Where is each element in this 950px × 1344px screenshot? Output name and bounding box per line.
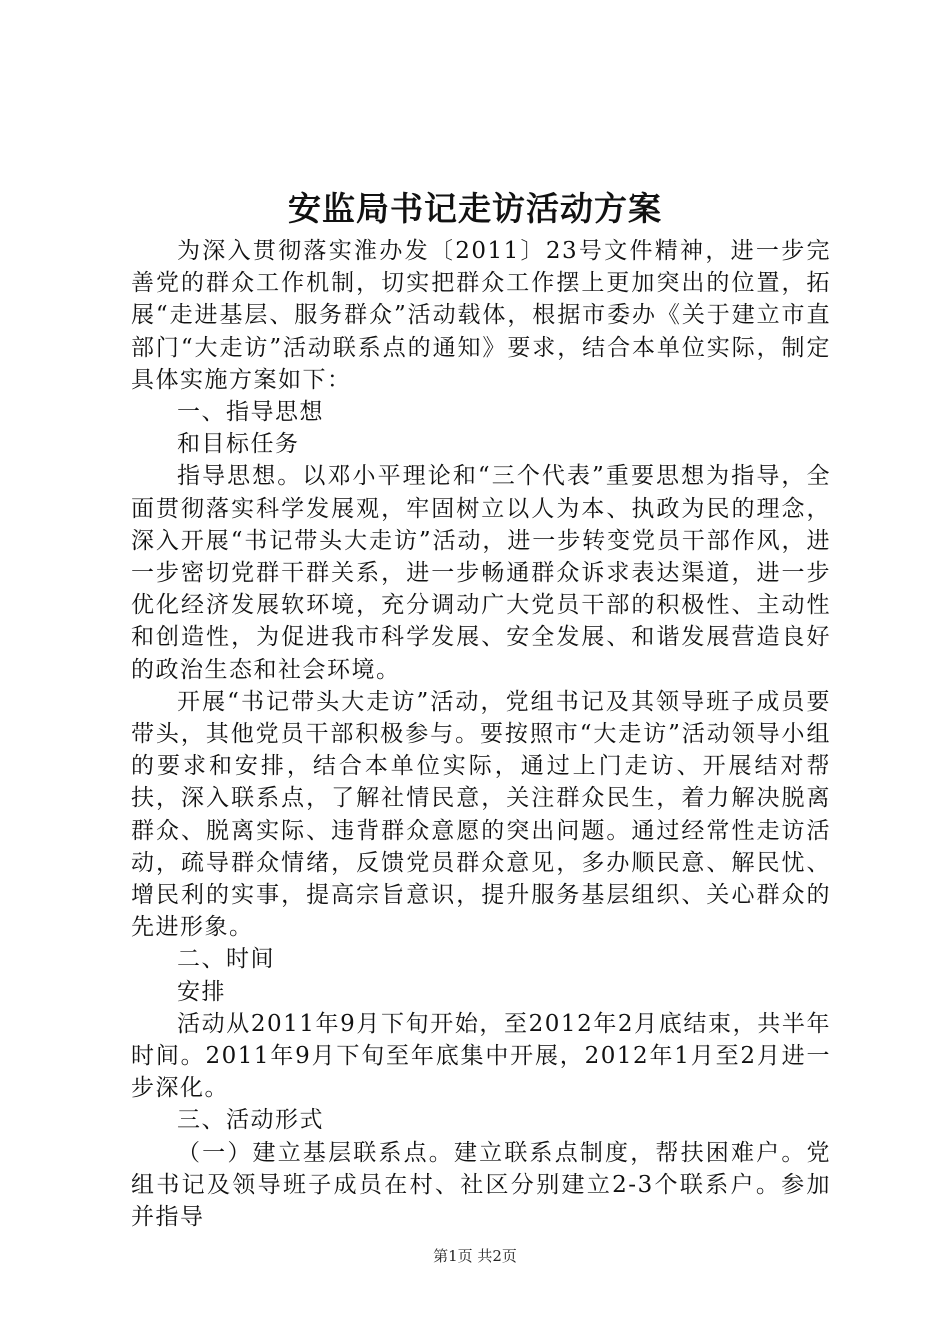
paragraph-intro: 为深入贯彻落实淮办发〔2011〕23号文件精神，进一步完善党的群众工作机制，切实把群众工作摆上更加突出的位置，拓展“走进基层、服务群众”活动载体，根据市委办《关于建立市直部门“大走访”活动联系点的通知》要求，结合本单位实际，制定具体实施方案如下： <box>131 238 831 393</box>
paragraph-schedule: 活动从2011年9月下旬开始，至2012年2月底结束，共半年时间。2011年9月下旬至年底集中开展，2012年1月至2月进一步深化。 <box>131 1010 831 1102</box>
page-footer: 第1页 共2页 <box>433 1247 517 1265</box>
section-heading-1-cont: 和目标任务 <box>177 431 300 458</box>
document-title: 安监局书记走访活动方案 <box>288 189 662 228</box>
section-heading-2-cont: 安排 <box>177 978 226 1005</box>
paragraph-form-1: （一）建立基层联系点。建立联系点制度，帮扶困难户。党组书记及领导班子成员在村、社区分别建立2-3个联系户。参加并指导 <box>131 1139 831 1231</box>
section-heading-1: 一、指导思想 <box>177 399 324 426</box>
paragraph-activity: 开展“书记带头大走访”活动，党组书记及其领导班子成员要带头，其他党员干部积极参与。要按照市“大走访”活动领导小组的要求和安排，结合本单位实际，通过上门走访、开展结对帮扶，深入联系点，了解社情民意，关注群众民生，着力解决脱离群众、脱离实际、违背群众意愿的突出问题。通过经常性走访活动，疏导群众情绪，反馈党员群众意见，多办顺民意、解民忧、增民利的实事，提高宗旨意识，提升服务基层组织、关心群众的先进形象。 <box>131 688 831 941</box>
section-heading-2: 二、时间 <box>177 946 275 973</box>
document-body <box>131 235 831 1233</box>
paragraph-guiding-thought: 指导思想。以邓小平理论和“三个代表”重要思想为指导，全面贯彻落实科学发展观，牢固树立以人为本、执政为民的理念，深入开展“书记带头大走访”活动，进一步转变党员干部作风，进一步密切党群干群关系，进一步畅通群众诉求表达渠道，进一步优化经济发展软环境，充分调动广大党员干部的积极性、主动性和创造性，为促进我市科学发展、安全发展、和谐发展营造良好的政治生态和社会环境。 <box>131 463 831 683</box>
section-heading-3: 三、活动形式 <box>177 1107 324 1134</box>
